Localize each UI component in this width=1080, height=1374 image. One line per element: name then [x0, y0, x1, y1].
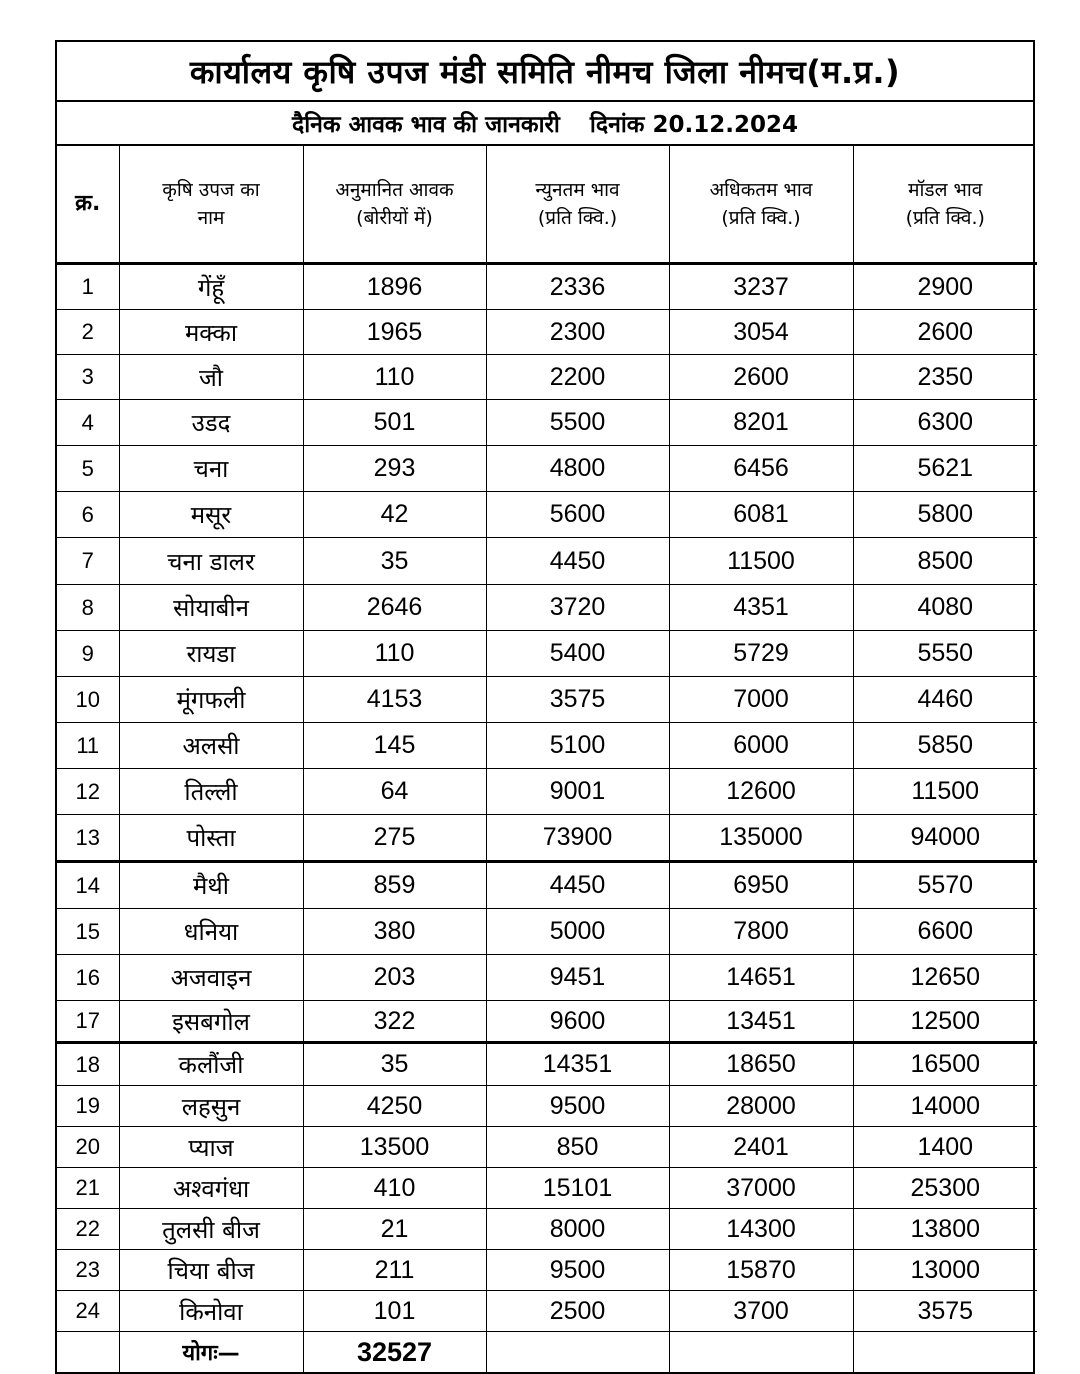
table-row — [57, 677, 1037, 723]
table-row — [57, 1209, 1037, 1250]
min-price-cell: 850 — [486, 1127, 669, 1168]
arrival-cell: 203 — [303, 955, 486, 1001]
serial-cell: 4 — [57, 400, 119, 446]
min-price-cell: 4450 — [486, 538, 669, 585]
max-price-cell: 3054 — [669, 310, 853, 355]
serial-cell: 21 — [57, 1168, 119, 1209]
max-price-cell: 3237 — [669, 264, 853, 310]
crop-name-cell: गेंहूँ — [119, 264, 303, 310]
crop-name-cell: मैथी — [119, 862, 303, 909]
min-price-cell: 9500 — [486, 1250, 669, 1291]
modal-price-cell: 12650 — [910, 963, 981, 991]
table-row — [57, 1086, 1037, 1127]
min-price-cell: 8000 — [486, 1209, 669, 1250]
max-price-cell: 5729 — [669, 631, 853, 677]
crop-name-cell: तुलसी बीज — [119, 1209, 303, 1250]
crop-name-cell: सोयाबीन — [119, 585, 303, 631]
min-price-cell: 3575 — [486, 677, 669, 723]
modal-price-cell: 5850 — [917, 731, 974, 759]
report-date: दिनांक 20.12.2024 — [589, 112, 798, 138]
serial-cell: 16 — [57, 955, 119, 1001]
arrival-cell: 380 — [303, 909, 486, 955]
total-blank-modal — [853, 1332, 1037, 1373]
crop-name-cell: अश्वगंधा — [119, 1168, 303, 1209]
serial-cell: 5 — [57, 446, 119, 492]
max-price-cell: 135000 — [669, 815, 853, 862]
table-row — [57, 862, 1037, 909]
min-price-cell: 3720 — [486, 585, 669, 631]
max-price-cell: 6456 — [669, 446, 853, 492]
modal-price-cell: 2350 — [917, 362, 974, 391]
modal-price-cell: 2600 — [917, 317, 974, 346]
serial-cell: 8 — [57, 585, 119, 631]
total-arrival: 32527 — [303, 1332, 486, 1373]
arrival-cell: 859 — [303, 862, 486, 909]
min-price-cell: 5400 — [486, 631, 669, 677]
crop-name-cell: उडद — [119, 400, 303, 446]
table-row — [57, 955, 1037, 1001]
table-row — [57, 723, 1037, 769]
col-crop-name-line1: कृषि उपज का — [162, 179, 260, 201]
arrival-cell: 1896 — [303, 264, 486, 310]
modal-price-cell: 16500 — [910, 1050, 981, 1078]
min-price-cell: 5500 — [486, 400, 669, 446]
max-price-cell: 6000 — [669, 723, 853, 769]
total-blank-min — [486, 1332, 669, 1373]
crop-name-cell: धनिया — [119, 909, 303, 955]
serial-cell: 6 — [57, 492, 119, 538]
arrival-cell: 293 — [303, 446, 486, 492]
min-price-cell: 9001 — [486, 769, 669, 815]
modal-price-cell: 4460 — [917, 685, 974, 713]
arrival-cell: 35 — [303, 1043, 486, 1086]
total-label: योगः— — [119, 1332, 303, 1373]
col-serial: क्र. — [57, 146, 119, 264]
min-price-cell: 2500 — [486, 1291, 669, 1332]
crop-name-cell: किनोवा — [119, 1291, 303, 1332]
crop-name-cell: कलौंजी — [119, 1043, 303, 1086]
crop-name-cell: प्याज — [119, 1127, 303, 1168]
arrival-cell: 35 — [303, 538, 486, 585]
table-body — [57, 264, 1037, 1332]
price-sheet — [55, 40, 1035, 1374]
col-crop-name — [119, 146, 303, 264]
serial-cell: 15 — [57, 909, 119, 955]
min-price-cell: 5600 — [486, 492, 669, 538]
max-price-cell: 12600 — [669, 769, 853, 815]
max-price-cell: 7000 — [669, 677, 853, 723]
arrival-cell: 322 — [303, 1001, 486, 1043]
min-price-cell: 9600 — [486, 1001, 669, 1043]
col-modal-price-line1: मॉडल भाव — [908, 179, 983, 201]
modal-price-cell: 5621 — [917, 454, 974, 482]
arrival-cell: 410 — [303, 1168, 486, 1209]
serial-cell: 17 — [57, 1001, 119, 1043]
crop-name-cell: लहसुन — [119, 1086, 303, 1127]
crop-name-cell: तिल्ली — [119, 769, 303, 815]
table-row — [57, 310, 1037, 355]
max-price-cell: 2600 — [669, 355, 853, 400]
modal-price-cell: 13000 — [910, 1255, 981, 1284]
max-price-cell: 3700 — [669, 1291, 853, 1332]
col-crop-name-line2: नाम — [197, 207, 225, 229]
table-row — [57, 492, 1037, 538]
table-row — [57, 815, 1037, 862]
crop-name-cell: चना — [119, 446, 303, 492]
col-min-price-line1: न्युनतम भाव — [535, 179, 620, 201]
table-row — [57, 1043, 1037, 1086]
col-arrival — [303, 146, 486, 264]
arrival-cell: 101 — [303, 1291, 486, 1332]
modal-price-cell: 8500 — [917, 546, 974, 575]
arrival-cell: 211 — [303, 1250, 486, 1291]
arrival-cell: 64 — [303, 769, 486, 815]
table-row — [57, 1291, 1037, 1332]
arrival-cell: 4153 — [303, 677, 486, 723]
modal-price-cell: 5550 — [917, 639, 974, 667]
total-blank-max — [669, 1332, 853, 1373]
min-price-cell: 5100 — [486, 723, 669, 769]
total-blank-serial — [57, 1332, 119, 1373]
serial-cell: 24 — [57, 1291, 119, 1332]
crop-name-cell: अजवाइन — [119, 955, 303, 1001]
table-row — [57, 1001, 1037, 1043]
max-price-cell: 18650 — [669, 1043, 853, 1086]
modal-price-cell: 6300 — [917, 408, 974, 436]
modal-price-cell: 5570 — [917, 871, 974, 899]
min-price-cell: 15101 — [486, 1168, 669, 1209]
serial-cell: 18 — [57, 1043, 119, 1086]
arrival-cell: 145 — [303, 723, 486, 769]
crop-name-cell: चिया बीज — [119, 1250, 303, 1291]
max-price-cell: 6081 — [669, 492, 853, 538]
table-row — [57, 585, 1037, 631]
crop-name-cell: मक्का — [119, 310, 303, 355]
crop-name-cell: मूंगफली — [119, 677, 303, 723]
max-price-cell: 15870 — [669, 1250, 853, 1291]
max-price-cell: 28000 — [669, 1086, 853, 1127]
serial-cell: 19 — [57, 1086, 119, 1127]
col-modal-price — [853, 146, 1037, 264]
office-title: कार्यालय कृषि उपज मंडी समिति नीमच जिला नीमच(म.प्र.) — [57, 42, 1033, 102]
table-row — [57, 1168, 1037, 1209]
max-price-cell: 2401 — [669, 1127, 853, 1168]
crop-name-cell: चना डालर — [119, 538, 303, 585]
min-price-cell: 4450 — [486, 862, 669, 909]
min-price-cell: 4800 — [486, 446, 669, 492]
min-price-cell: 9451 — [486, 955, 669, 1001]
serial-cell: 13 — [57, 815, 119, 862]
arrival-cell: 501 — [303, 400, 486, 446]
max-price-cell: 13451 — [669, 1001, 853, 1043]
modal-price-cell: 25300 — [910, 1173, 981, 1202]
crop-name-cell: पोस्ता — [119, 815, 303, 862]
report-heading: दैनिक आवक भाव की जानकारी — [292, 112, 560, 138]
modal-price-cell: 11500 — [911, 777, 980, 805]
serial-cell: 11 — [57, 723, 119, 769]
serial-cell: 9 — [57, 631, 119, 677]
min-price-cell: 2200 — [486, 355, 669, 400]
arrival-cell: 13500 — [303, 1127, 486, 1168]
arrival-cell: 4250 — [303, 1086, 486, 1127]
serial-cell: 20 — [57, 1127, 119, 1168]
crop-name-cell: रायडा — [119, 631, 303, 677]
max-price-cell: 37000 — [669, 1168, 853, 1209]
table-row — [57, 909, 1037, 955]
modal-price-cell: 94000 — [910, 823, 981, 851]
table-row — [57, 400, 1037, 446]
max-price-cell: 6950 — [669, 862, 853, 909]
modal-price-cell: 5800 — [917, 500, 974, 528]
col-max-price-line2: (प्रति क्वि.) — [721, 207, 801, 229]
arrival-cell: 110 — [303, 631, 486, 677]
table-row — [57, 1127, 1037, 1168]
arrival-cell: 21 — [303, 1209, 486, 1250]
modal-price-cell: 13800 — [910, 1214, 981, 1243]
max-price-cell: 14300 — [669, 1209, 853, 1250]
col-arrival-line2: (बोरीयों में) — [356, 207, 433, 229]
table-row — [57, 631, 1037, 677]
serial-cell: 12 — [57, 769, 119, 815]
min-price-cell: 14351 — [486, 1043, 669, 1086]
col-max-price-line1: अधिकतम भाव — [709, 179, 813, 201]
price-table — [57, 146, 1037, 1372]
serial-cell: 22 — [57, 1209, 119, 1250]
arrival-cell: 275 — [303, 815, 486, 862]
table-row — [57, 769, 1037, 815]
modal-price-cell: 6600 — [917, 917, 974, 945]
col-min-price-line2: (प्रति क्वि.) — [537, 207, 618, 229]
max-price-cell: 11500 — [669, 538, 853, 585]
crop-name-cell: अलसी — [119, 723, 303, 769]
serial-cell: 2 — [57, 310, 119, 355]
min-price-cell: 2336 — [486, 264, 669, 310]
report-subtitle — [57, 102, 1033, 146]
max-price-cell: 14651 — [669, 955, 853, 1001]
min-price-cell: 5000 — [486, 909, 669, 955]
table-row — [57, 264, 1037, 310]
col-arrival-line1: अनुमानित आवक — [335, 179, 454, 201]
serial-cell: 23 — [57, 1250, 119, 1291]
min-price-cell: 9500 — [486, 1086, 669, 1127]
max-price-cell: 8201 — [669, 400, 853, 446]
modal-price-cell: 1400 — [917, 1132, 974, 1161]
max-price-cell: 7800 — [669, 909, 853, 955]
arrival-cell: 2646 — [303, 585, 486, 631]
crop-name-cell: इसबगोल — [119, 1001, 303, 1043]
col-min-price — [486, 146, 669, 264]
serial-cell: 1 — [57, 264, 119, 310]
serial-cell: 10 — [57, 677, 119, 723]
arrival-cell: 110 — [303, 355, 486, 400]
min-price-cell: 2300 — [486, 310, 669, 355]
max-price-cell: 4351 — [669, 585, 853, 631]
crop-name-cell: मसूर — [119, 492, 303, 538]
col-modal-price-line2: (प्रति क्वि.) — [905, 207, 985, 229]
header-row — [57, 146, 1037, 264]
table-row — [57, 355, 1037, 400]
table-row — [57, 1250, 1037, 1291]
crop-name-cell: जौ — [119, 355, 303, 400]
serial-cell: 14 — [57, 862, 119, 909]
modal-price-cell: 4080 — [917, 593, 974, 621]
table-row — [57, 538, 1037, 585]
modal-price-cell: 14000 — [910, 1091, 981, 1120]
modal-price-cell: 2900 — [917, 272, 974, 301]
serial-cell: 7 — [57, 538, 119, 585]
modal-price-cell: 12500 — [910, 1006, 981, 1035]
arrival-cell: 42 — [303, 492, 486, 538]
arrival-cell: 1965 — [303, 310, 486, 355]
min-price-cell: 73900 — [486, 815, 669, 862]
col-max-price — [669, 146, 853, 264]
total-row — [57, 1332, 1037, 1373]
modal-price-cell: 3575 — [917, 1296, 974, 1325]
serial-cell: 3 — [57, 355, 119, 400]
table-row — [57, 446, 1037, 492]
